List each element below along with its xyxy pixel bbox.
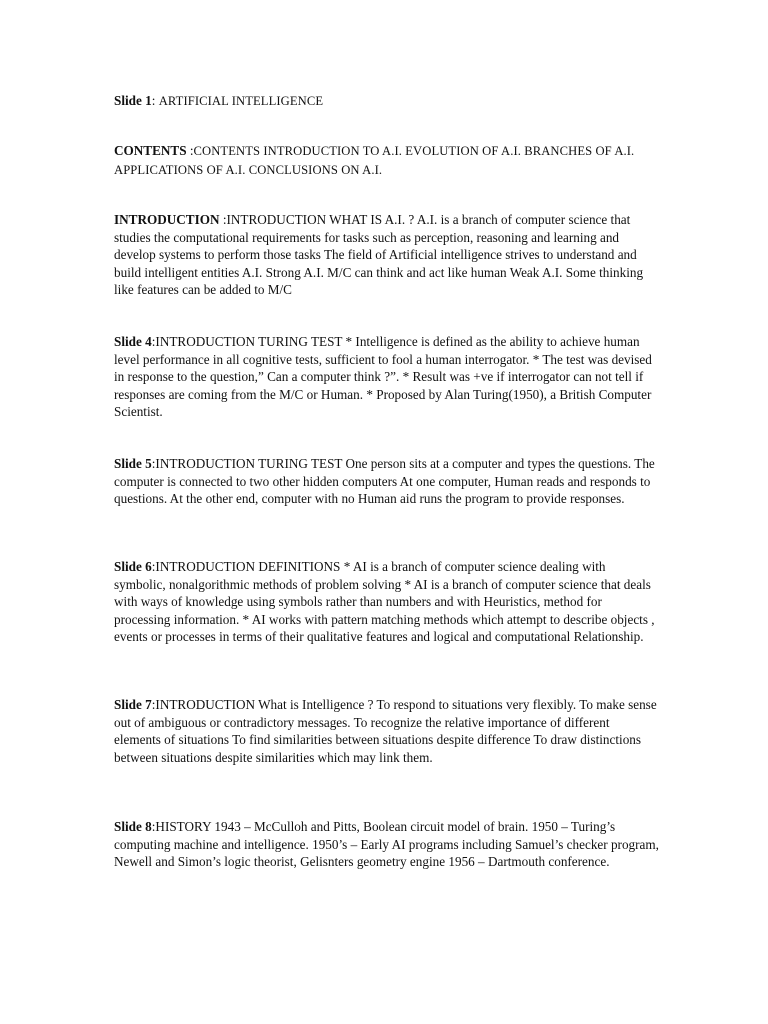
slide-7-separator: : [151, 697, 156, 712]
slide-1-separator: : [151, 93, 159, 108]
slide-5-paragraph [114, 455, 659, 508]
slide-6-paragraph [114, 558, 659, 646]
slide-1-text: ARTIFICIAL INTELLIGENCE [158, 94, 324, 108]
slide-4-paragraph [114, 333, 659, 421]
introduction-text: INTRODUCTION WHAT IS A.I. ? A.I. is a branch of computer science that studies the computational requirements for tasks such as perception, reasoning and learning and develop systems to perform those tasks The field of Artificial intelligence strives to understand and build intelligent entities A.I. Strong A.I. M/C can think and act like human Weak A.I. Some thinking like features can be added to M/C [114, 212, 644, 297]
slide-6-separator: : [151, 559, 156, 574]
slide-1-label: Slide 1 [114, 93, 152, 108]
slide-4-text: INTRODUCTION TURING TEST * Intelligence is defined as the ability to achieve human level performance in all cognitive tests, sufficient to fool a human interrogator. * The test was devised in response to the question,” Can a computer think ?”. * Result was +ve if interrogator can not tell if responses are coming from the M/C or Human. * Proposed by Alan Turing(1950), a British Computer Scientist. [114, 334, 652, 419]
slide-8-text: HISTORY 1943 – McCulloh and Pitts, Boolean circuit model of brain. 1950 – Turing’s computing machine and intelligence. 1950’s – Early AI programs including Samuel’s checker program, Newell and Simon’s logic theorist, Gelisnters geometry engine 1956 – Dartmouth conference. [114, 819, 659, 869]
slide-8-separator: : [151, 819, 156, 834]
contents-label: CONTENTS [114, 143, 187, 158]
slide-5-separator: : [151, 456, 156, 471]
slide-5-label: Slide 5 [114, 456, 152, 471]
slide-8-label: Slide 8 [114, 819, 152, 834]
slide-5-text: INTRODUCTION TURING TEST One person sits at a computer and types the questions. The computer is connected to two other hidden computers At one computer, Human reads and responds to questions. At the other end, computer with no Human aid runs the program to provide responses. [114, 456, 655, 506]
slide-6-label: Slide 6 [114, 559, 152, 574]
introduction-paragraph [114, 211, 659, 299]
slide-7-label: Slide 7 [114, 697, 152, 712]
introduction-label: INTRODUCTION [114, 212, 220, 227]
slide-7-text: INTRODUCTION What is Intelligence ? To respond to situations very flexibly. To make sense out of ambiguous or contradictory messages. To recognize the relative importance of different elements of situations To find similarities between situations despite difference To draw distinctions between situations despite similarities which may link them. [114, 697, 657, 765]
contents-text: CONTENTS INTRODUCTION TO A.I. EVOLUTION OF A.I. BRANCHES OF A.I. APPLICATIONS OF A.I. CONCLUSIONS ON A.I. [114, 144, 635, 177]
introduction-separator: : [219, 212, 227, 227]
contents-paragraph [114, 142, 659, 179]
slide-4-label: Slide 4 [114, 334, 152, 349]
slide-1-paragraph [114, 92, 659, 111]
slide-6-text: INTRODUCTION DEFINITIONS * AI is a branch of computer science dealing with symbolic, nonalgorithmic methods of problem solving * AI is a branch of computer science that deals with ways of knowledge using symbols rather than numbers and with Heuristics, method for processing information. * AI works with pattern matching methods which attempt to describe objects , events or processes in terms of their qualitative features and logical and computational Relationship. [114, 559, 655, 644]
slide-8-paragraph [114, 818, 659, 871]
slide-7-paragraph [114, 696, 659, 766]
contents-separator: : [186, 143, 194, 158]
slide-4-separator: : [151, 334, 156, 349]
